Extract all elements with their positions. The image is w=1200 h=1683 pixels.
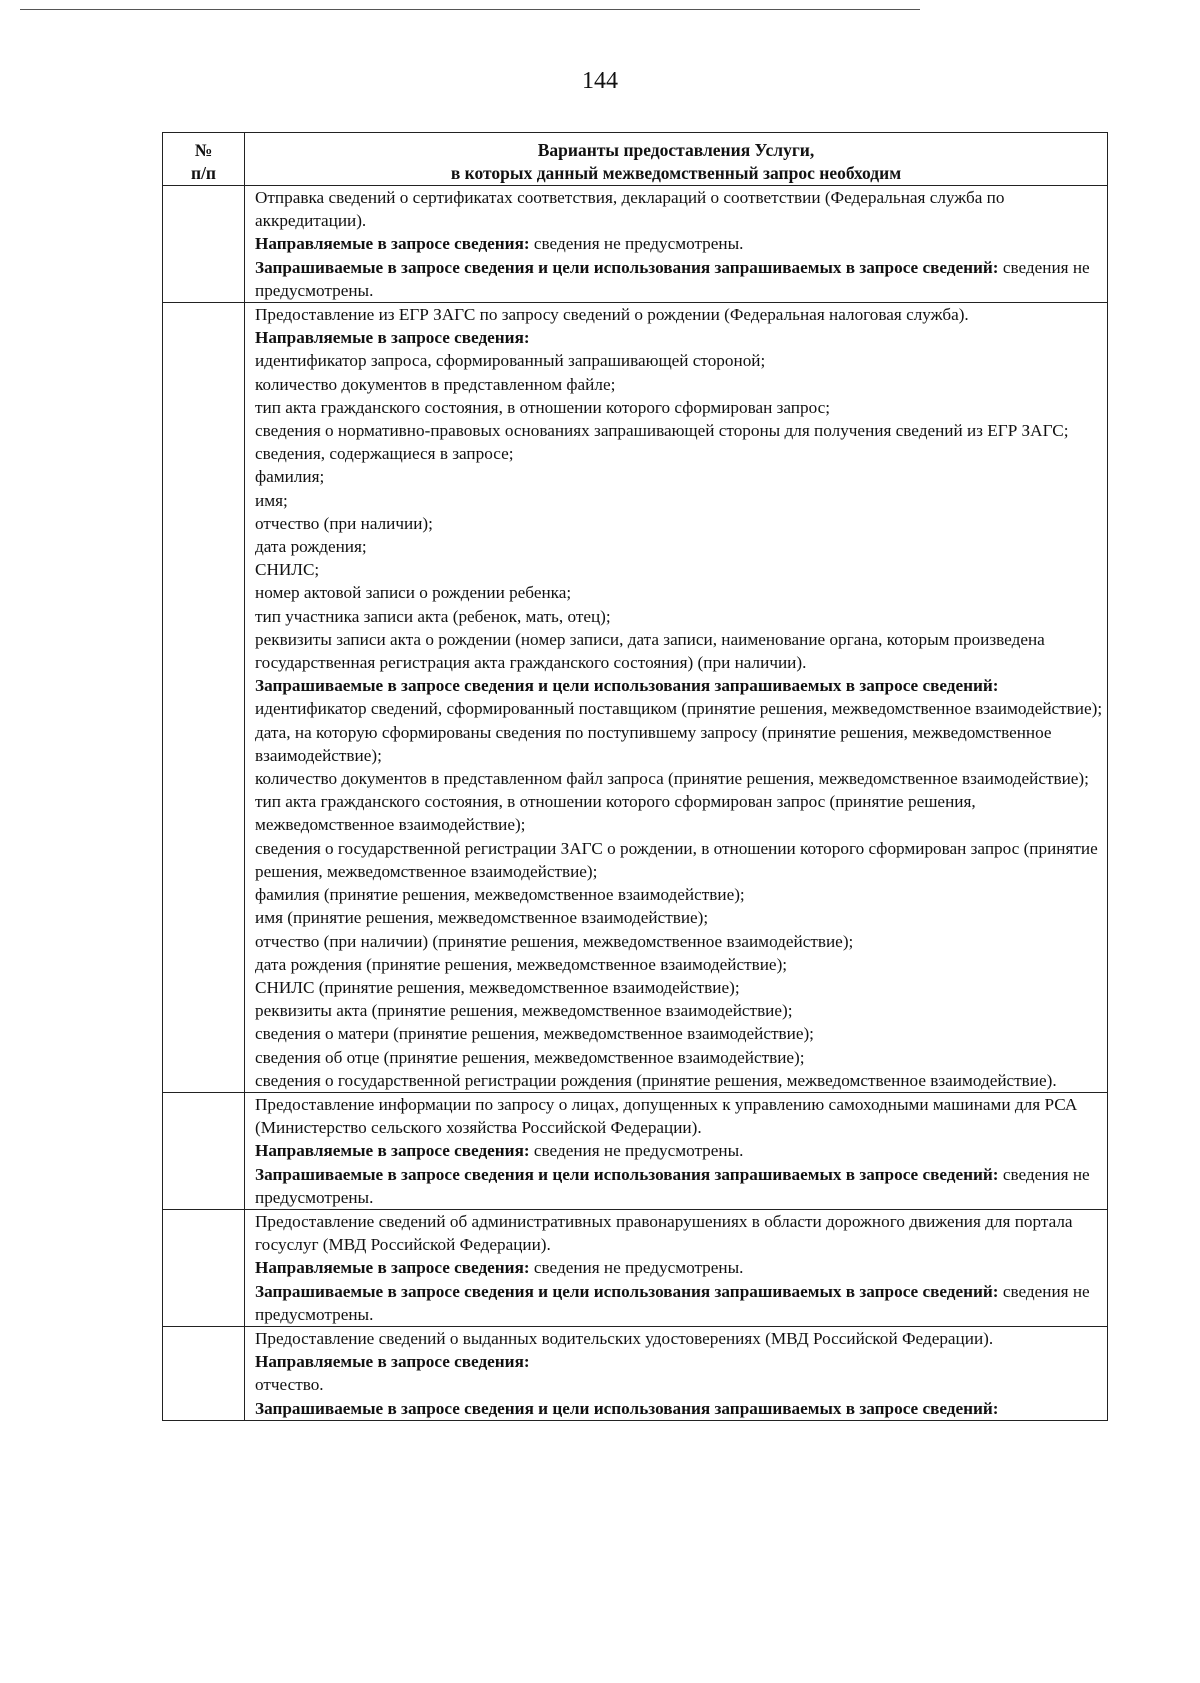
content-line <box>255 303 1104 326</box>
table-row <box>163 1209 1108 1326</box>
line-text: сведения не предусмотрены. <box>529 234 744 254</box>
content-line <box>255 558 1104 581</box>
services-table <box>162 132 1108 1421</box>
table-row <box>163 186 1108 303</box>
line-text: количество документов в представленном файл запроса (принятие решения, межведомственное взаимодействие); <box>255 769 1089 789</box>
line-text: тип участника записи акта (ребенок, мать, отец); <box>255 606 611 626</box>
line-text: Предоставление сведений об административных правонарушениях в области дорожного движения для портала госуслуг (МВД Российской Федерации). <box>255 1211 1073 1255</box>
content-line <box>255 1256 1104 1279</box>
row-content-cell <box>245 1209 1108 1326</box>
content-line <box>255 581 1104 604</box>
row-number-cell <box>163 303 245 1093</box>
line-text: дата рождения; <box>255 537 367 557</box>
line-text: Предоставление из ЕГР ЗАГС по запросу сведений о рождении (Федеральная налоговая служба). <box>255 305 969 325</box>
line-text: сведения о матери (принятие решения, межведомственное взаимодействие); <box>255 1024 814 1044</box>
content-line <box>255 1350 1104 1373</box>
row-number-cell <box>163 1326 245 1420</box>
content-line <box>255 1022 1104 1045</box>
header-variants-line2: в которых данный межведомственный запрос необходим <box>450 163 902 183</box>
content-line <box>255 396 1104 419</box>
line-text: имя; <box>255 490 288 510</box>
line-text: сведения не предусмотрены. <box>529 1258 744 1278</box>
line-text: реквизиты записи акта о рождении (номер записи, дата записи, наименование органа, которым произведена государственная регистрация акта гражданского состояния) (при наличии). <box>255 629 1045 673</box>
line-text: тип акта гражданского состояния, в отношении которого сформирован запрос; <box>255 397 831 417</box>
content-line <box>255 628 1104 674</box>
header-number-column <box>163 133 245 186</box>
line-text: количество документов в представленном файле; <box>255 374 616 394</box>
content-line <box>255 373 1104 396</box>
line-text: сведения не предусмотрены. <box>529 1141 744 1161</box>
content-line <box>255 1397 1104 1420</box>
line-text: сведения о государственной регистрации рождения (принятие решения, межведомственное взаимодействие). <box>255 1070 1057 1090</box>
content-line <box>255 790 1104 836</box>
bold-heading: Запрашиваемые в запросе сведения и цели использования запрашиваемых в запросе сведений: <box>255 1281 999 1301</box>
content-line <box>255 326 1104 349</box>
content-line <box>255 232 1104 255</box>
line-text: тип акта гражданского состояния, в отношении которого сформирован запрос (принятие решения, межведомственное взаимодействие); <box>255 792 976 835</box>
line-text: сведения не предусмотрены. <box>255 1164 1090 1207</box>
content-line <box>255 906 1104 929</box>
table-row <box>163 1092 1108 1209</box>
line-text: дата, на которую сформированы сведения по поступившему запросу (принятие решения, межведомственное взаимодействие); <box>255 722 1052 765</box>
line-text: СНИЛС; <box>255 560 320 580</box>
content-line <box>255 605 1104 628</box>
content-line <box>255 465 1104 488</box>
content-line <box>255 1327 1104 1350</box>
content-line <box>255 1139 1104 1162</box>
content-line <box>255 721 1104 767</box>
content-line <box>255 674 1104 697</box>
row-number-cell <box>163 1092 245 1209</box>
bold-heading: Запрашиваемые в запросе сведения и цели использования запрашиваемых в запросе сведений: <box>255 1398 999 1418</box>
page-number: 144 <box>582 68 618 94</box>
line-text: сведения не предусмотрены. <box>255 1281 1090 1324</box>
line-text: сведения об отце (принятие решения, межведомственное взаимодействие); <box>255 1047 805 1067</box>
content-line <box>255 1069 1104 1092</box>
content-line <box>255 1210 1104 1256</box>
content-line <box>255 512 1104 535</box>
line-text: Предоставление сведений о выданных водительских удостоверениях (МВД Российской Федерации). <box>255 1328 994 1348</box>
content-line <box>255 1163 1104 1209</box>
bold-heading: Запрашиваемые в запросе сведения и цели использования запрашиваемых в запросе сведений: <box>255 676 999 696</box>
content-line <box>255 976 1104 999</box>
line-text: СНИЛС (принятие решения, межведомственное взаимодействие); <box>255 977 740 997</box>
header-variants-column <box>245 133 1108 186</box>
content-line <box>255 697 1104 720</box>
line-text: сведения о нормативно-правовых основаниях запрашивающей стороны для получения сведений из ЕГР ЗАГС; <box>255 421 1069 441</box>
line-text: отчество (при наличии) (принятие решения, межведомственное взаимодействие); <box>255 931 854 951</box>
content-line <box>255 1046 1104 1069</box>
content-line <box>255 535 1104 558</box>
top-rule <box>20 9 920 10</box>
content-line <box>255 953 1104 976</box>
bold-heading: Запрашиваемые в запросе сведения и цели использования запрашиваемых в запросе сведений: <box>255 1164 999 1184</box>
content-line <box>255 442 1104 465</box>
line-text: сведения о государственной регистрации ЗАГС о рождении, в отношении которого сформирован запрос (принятие решения, межведомственное взаимодействие); <box>255 838 1098 881</box>
row-content-cell <box>245 186 1108 303</box>
table-header-row <box>163 133 1108 186</box>
line-text: имя (принятие решения, межведомственное взаимодействие); <box>255 908 709 928</box>
line-text: реквизиты акта (принятие решения, межведомственное взаимодействие); <box>255 1001 793 1021</box>
header-number-symbol: № <box>194 140 213 160</box>
header-variants-line1: Варианты предоставления Услуги, <box>537 140 815 160</box>
content-line <box>255 419 1104 442</box>
line-text: сведения не предусмотрены. <box>255 257 1090 300</box>
content-line <box>255 349 1104 372</box>
content-line <box>255 186 1104 232</box>
line-text: идентификатор сведений, сформированный поставщиком (принятие решения, межведомственное взаимодействие); <box>255 699 1103 719</box>
content-line <box>255 999 1104 1022</box>
row-content-cell <box>245 1092 1108 1209</box>
content-line <box>255 767 1104 790</box>
line-text: отчество. <box>255 1375 324 1395</box>
row-content-cell <box>245 1326 1108 1420</box>
header-number-abbrev: п/п <box>190 163 217 183</box>
content-line <box>255 930 1104 953</box>
line-text: фамилия; <box>255 467 325 487</box>
line-text: сведения, содержащиеся в запросе; <box>255 444 514 464</box>
bold-heading: Направляемые в запросе сведения: <box>255 1352 530 1372</box>
line-text: дата рождения (принятие решения, межведомственное взаимодействие); <box>255 954 788 974</box>
content-line <box>255 256 1104 302</box>
row-number-cell <box>163 1209 245 1326</box>
line-text: фамилия (принятие решения, межведомственное взаимодействие); <box>255 885 745 905</box>
line-text: отчество (при наличии); <box>255 513 433 533</box>
line-text: номер актовой записи о рождении ребенка; <box>255 583 572 603</box>
row-content-cell <box>245 303 1108 1093</box>
bold-heading: Направляемые в запросе сведения: <box>255 234 530 254</box>
content-line <box>255 1093 1104 1139</box>
bold-heading: Направляемые в запросе сведения: <box>255 1258 530 1278</box>
content-line <box>255 1280 1104 1326</box>
table-row <box>163 1326 1108 1420</box>
content-line <box>255 837 1104 883</box>
line-text: идентификатор запроса, сформированный запрашивающей стороной; <box>255 351 766 371</box>
bold-heading: Направляемые в запросе сведения: <box>255 1141 530 1161</box>
line-text: Отправка сведений о сертификатах соответствия, деклараций о соответствии (Федеральная служба по аккредитации). <box>255 188 1005 231</box>
row-number-cell <box>163 186 245 303</box>
content-line <box>255 489 1104 512</box>
content-line <box>255 1373 1104 1396</box>
bold-heading: Направляемые в запросе сведения: <box>255 328 530 348</box>
line-text: Предоставление информации по запросу о лицах, допущенных к управлению самоходными машинами для РСА (Министерство сельского хозяйства Российской Федерации). <box>255 1094 1078 1138</box>
table-row <box>163 303 1108 1093</box>
content-line <box>255 883 1104 906</box>
bold-heading: Запрашиваемые в запросе сведения и цели использования запрашиваемых в запросе сведений: <box>255 257 999 277</box>
